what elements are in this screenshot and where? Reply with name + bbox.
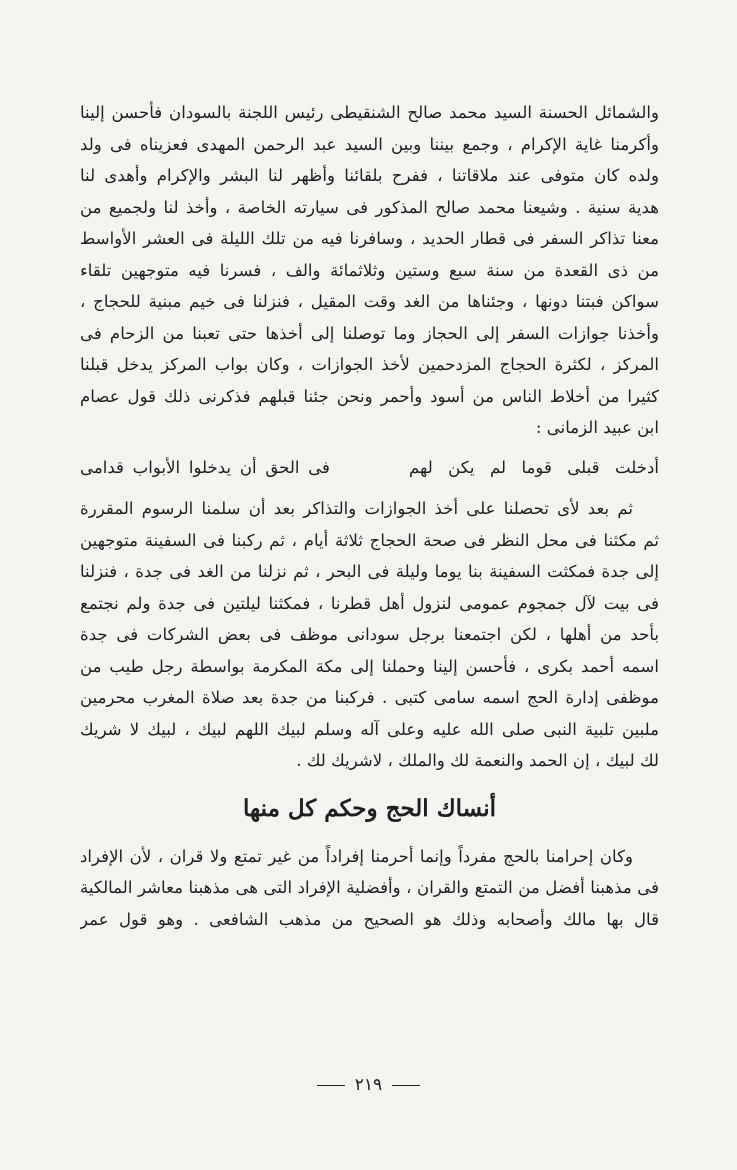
text-line: معنا تذاكر السفر فى قطار الحديد ، وسافرنا فيه من تلك الليلة فى العشر الأواسط <box>80 229 659 248</box>
paragraph-1 <box>80 97 659 444</box>
text-line: قال بها مالك وأصحابه وذلك هو الصحيح من مذهب الشافعى . وهو قول عمر <box>80 909 659 929</box>
page-number-footer <box>0 1075 737 1095</box>
text-line: ولده كان متوفى عند ملاقاتنا ، ففرح بلقائنا وأظهر لنا البشر والإكرام وأهدى لنا <box>80 166 659 185</box>
text-line: إلى جدة فمكثت السفينة بنا يوما وليلة فى البحر ، ثم نزلنا من الغد فى جدة ، فنزلنا <box>80 562 659 581</box>
text-line: والشمائل الحسنة السيد محمد صالح الشنقيطى رئيس اللجنة بالسودان فأحسن إلينا <box>80 103 659 122</box>
section-heading: أنساك الحج وحكم كل منها <box>243 794 496 822</box>
text-line: ملبين تلبية النبى صلى الله عليه وعلى آله وسلم لبيك اللهم لبيك ، لبيك لا شريك <box>80 719 659 739</box>
text-line: موظفى إدارة الحج اسمه سامى كتبى . فركبنا من جدة بعد صلاة المغرب محرمين <box>80 688 659 707</box>
text-line: هدية سنية . وشيعنا محمد صالح المذكور فى سيارته الخاصة ، وأخذ لنا ولجميع من <box>80 197 659 217</box>
text-line: ثم مكثنا فى محل النظر فى صحة الحجاج ثلاثة أيام ، ثم ركبنا فى السفينة متوجهين <box>80 530 659 550</box>
text-line: المركز ، لكثرة الحجاج المزدحمين لأخذ الجوازات ، وكان بواب المركز يدخل قبلنا <box>80 355 659 374</box>
text-line: بأحد من أهلها ، لكن اجتمعنا برجل سودانى موظف فى بعض الشركات فى جدة <box>80 625 659 644</box>
text-line: ثم بعد لأى تحصلنا على أخذ الجوازات والتذاكر بعد أن سلمنا الرسوم المقررة <box>80 499 633 518</box>
text-line: سواكن فبتنا دونها ، وجئناها من الغد وقت المقيل ، فنزلنا فى خيم مبنية للحجاج ، <box>80 292 659 311</box>
verse-first-hemistich: أدخلت قبلى قوما لم يكن لهم <box>409 457 659 477</box>
text-line: ابن عبيد الزمانى : <box>535 418 659 437</box>
footer-dash <box>317 1085 345 1086</box>
text-line: وكان إحرامنا بالحج مفرداً وإنما أحرمنا إفراداً من غير تمتع ولا قران ، لأن الإفراد <box>80 846 633 866</box>
text-line: وأخذنا جوازات السفر إلى الحجاز وما توصلنا إلى أخذها حتى تعبنا من الزحام فى <box>80 323 659 343</box>
text-line: كثيرا من أخلاط الناس من أسود وأحمر ونحن جئنا قبلهم فذكرنى ذلك قول عصام <box>80 386 659 406</box>
text-line: فى بيت لآل جمجوم عمومى لنزول أهل قطرنا ، فمكثنا ليلتين فى جدة ولم نجتمع <box>80 593 659 613</box>
footer-dash <box>392 1085 420 1086</box>
paragraph-3 <box>80 841 659 936</box>
text-line: اسمه أحمد بكرى ، فأحسن إلينا وحملنا إلى مكة المكرمة بواسطة رجل طيب من <box>80 656 659 676</box>
paragraph-2 <box>80 493 659 777</box>
text-line: من ذى القعدة من سنة سبع وستين وثلاثمائة والف ، فسرنا فيه متوجهين تلقاء <box>80 260 659 280</box>
text-line: فى مذهبنا أفضل من التمتع والقران ، وأفضلية الإفراد التى هى مذهبنا معاشر المالكية <box>80 878 659 897</box>
page-number: ٢١٩ <box>354 1075 383 1095</box>
text-line: وأكرمنا غاية الإكرام ، وجمع بيننا وبين السيد عبد الرحمن المهدى فعزيناه فى ولد <box>80 134 659 154</box>
text-line: لك لبيك ، إن الحمد والنعمة لك والملك ، لاشريك لك . <box>296 751 659 770</box>
verse-second-hemistich: فى الحق أن يدخلوا الأبواب قدامى <box>80 457 330 477</box>
poetry-verse <box>80 452 659 484</box>
